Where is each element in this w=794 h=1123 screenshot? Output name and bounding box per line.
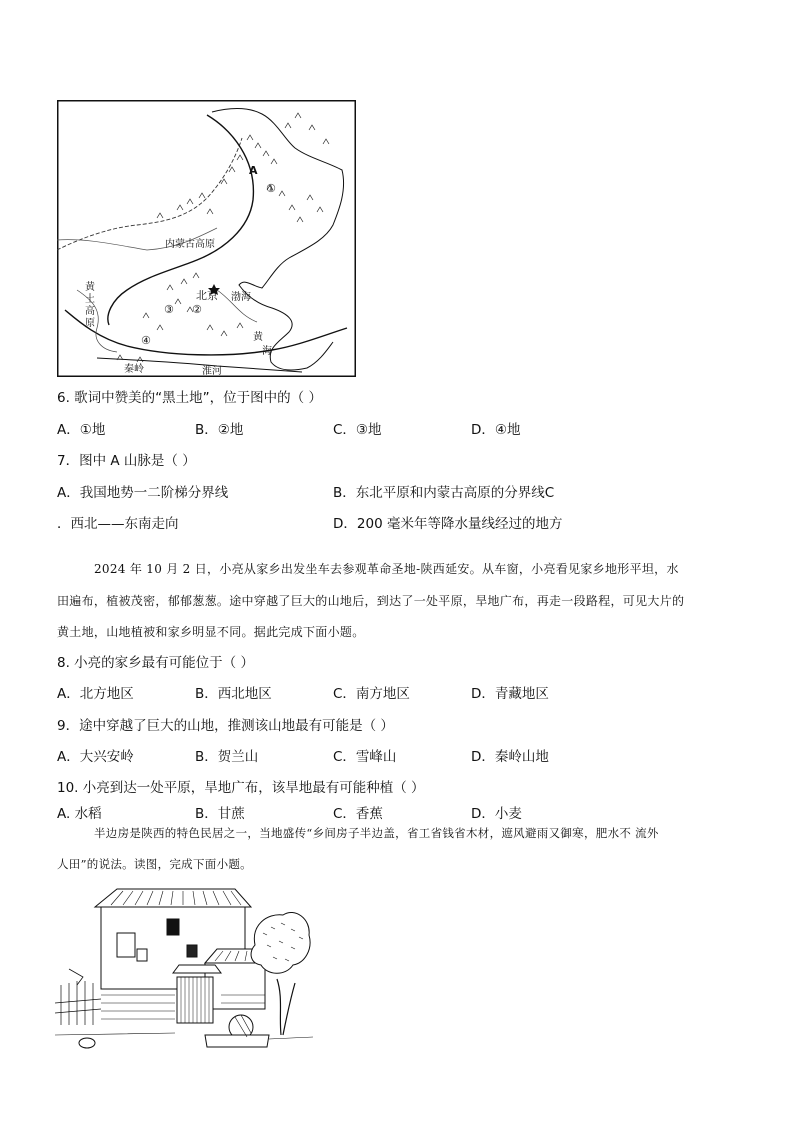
q8-stem: 8. 小亮的家乡最有可能位于（ ）: [57, 655, 254, 671]
map-label-huanghai-1: 黄: [253, 332, 263, 343]
map-marker-3: ③: [164, 303, 174, 316]
map-label-huangtu-4: 原: [85, 318, 95, 329]
q10-option-c[interactable]: C．香蕉: [333, 806, 383, 822]
q8-option-a[interactable]: A．北方地区: [57, 686, 134, 702]
q10-option-a[interactable]: A. 水稻: [57, 806, 102, 822]
map-label-bohai: 渤海: [231, 292, 251, 303]
q8-option-d[interactable]: D．青藏地区: [471, 686, 549, 702]
map-label-qinling: 秦岭: [124, 364, 144, 375]
left-wall: [117, 933, 135, 957]
q10-option-d[interactable]: D．小麦: [471, 806, 522, 822]
passage2-line-2: 人田”的说法。读图，完成下面小题。: [57, 857, 252, 871]
q9-option-a[interactable]: A．大兴安岭: [57, 749, 134, 765]
passage1-line-3: 黄土地，山地植被和家乡明显不同。据此完成下面小题。: [57, 625, 365, 639]
map-label-neimenggu: 内蒙古高原: [165, 239, 215, 250]
map-label-huangtu-2: 土: [85, 294, 95, 305]
left-structure: [69, 969, 83, 985]
q10-stem: 10. 小亮到达一处平原，旱地广布，该旱地最有可能种植（ ）: [57, 780, 425, 796]
q7-stem: 7．图中 A 山脉是（ ）: [57, 453, 196, 469]
q6-option-a[interactable]: A．①地: [57, 422, 106, 438]
map-label-beijing: 北京: [196, 289, 218, 302]
gate-roof: [173, 965, 221, 973]
q8-option-b[interactable]: B．西北地区: [195, 686, 272, 702]
half-house-illustration: [55, 885, 313, 1055]
gate: [177, 977, 213, 1023]
q6-stem: 6. 歌词中赞美的“黑土地”，位于图中的（ ）: [57, 390, 322, 406]
q9-option-b[interactable]: B．贺兰山: [195, 749, 259, 765]
side-window: [187, 945, 197, 957]
passage2-line-1: 半边房是陕西的特色民居之一，当地盛传“乡间房子半边盖，省工省钱省木材，遮风避雨又御寒，肥水不 流外: [94, 826, 659, 840]
map-label-huangtu-3: 高: [85, 306, 95, 317]
q7-option-a[interactable]: A．我国地势一二阶梯分界线: [57, 485, 229, 501]
q7-option-c[interactable]: ．西北——东南走向: [57, 516, 179, 532]
ground-line: [55, 1033, 313, 1039]
map-label-huanghai-2: 海: [262, 346, 272, 357]
tree-canopy: [251, 912, 310, 973]
q8-option-c[interactable]: C．南方地区: [333, 686, 410, 702]
q6-option-b[interactable]: B．②地: [195, 422, 244, 438]
passage1-line-1: 2024 年 10 月 2 日，小亮从家乡出发坐车去参观革命圣地-陕西延安。从车窗，小亮看见家乡地形平坦，水: [94, 562, 679, 576]
tree-trunk: [277, 979, 295, 1035]
rock: [79, 1038, 95, 1048]
map-marker-2: ②: [192, 303, 202, 316]
map-marker-1: ①: [266, 182, 276, 195]
q9-option-d[interactable]: D．秦岭山地: [471, 749, 549, 765]
millstone-base: [205, 1035, 269, 1047]
q10-option-b[interactable]: B．甘蔗: [195, 806, 245, 822]
q6-option-c[interactable]: C．③地: [333, 422, 382, 438]
map-label-huaihe: 淮河: [202, 366, 222, 377]
map-marker-4: ④: [141, 334, 151, 347]
q7-option-d[interactable]: D．200 毫米年等降水量线经过的地方: [333, 516, 563, 532]
q9-stem: 9．途中穿越了巨大的山地，推测该山地最有可能是（ ）: [57, 718, 394, 734]
china-north-map: [57, 100, 356, 377]
q7-option-b[interactable]: B．东北平原和内蒙古高原的分界线C: [333, 485, 555, 501]
map-label-huangtu-1: 黄: [85, 282, 95, 293]
q6-option-d[interactable]: D．④地: [471, 422, 521, 438]
upper-window: [167, 919, 179, 935]
q9-option-c[interactable]: C．雪峰山: [333, 749, 397, 765]
map-label-A: A: [249, 164, 258, 177]
passage1-line-2: 田遍布，植被茂密，郁郁葱葱。途中穿越了巨大的山地后，到达了一处平原，旱地广布，再走一段路程，可见大片的: [57, 594, 685, 608]
fence: [55, 981, 101, 1025]
